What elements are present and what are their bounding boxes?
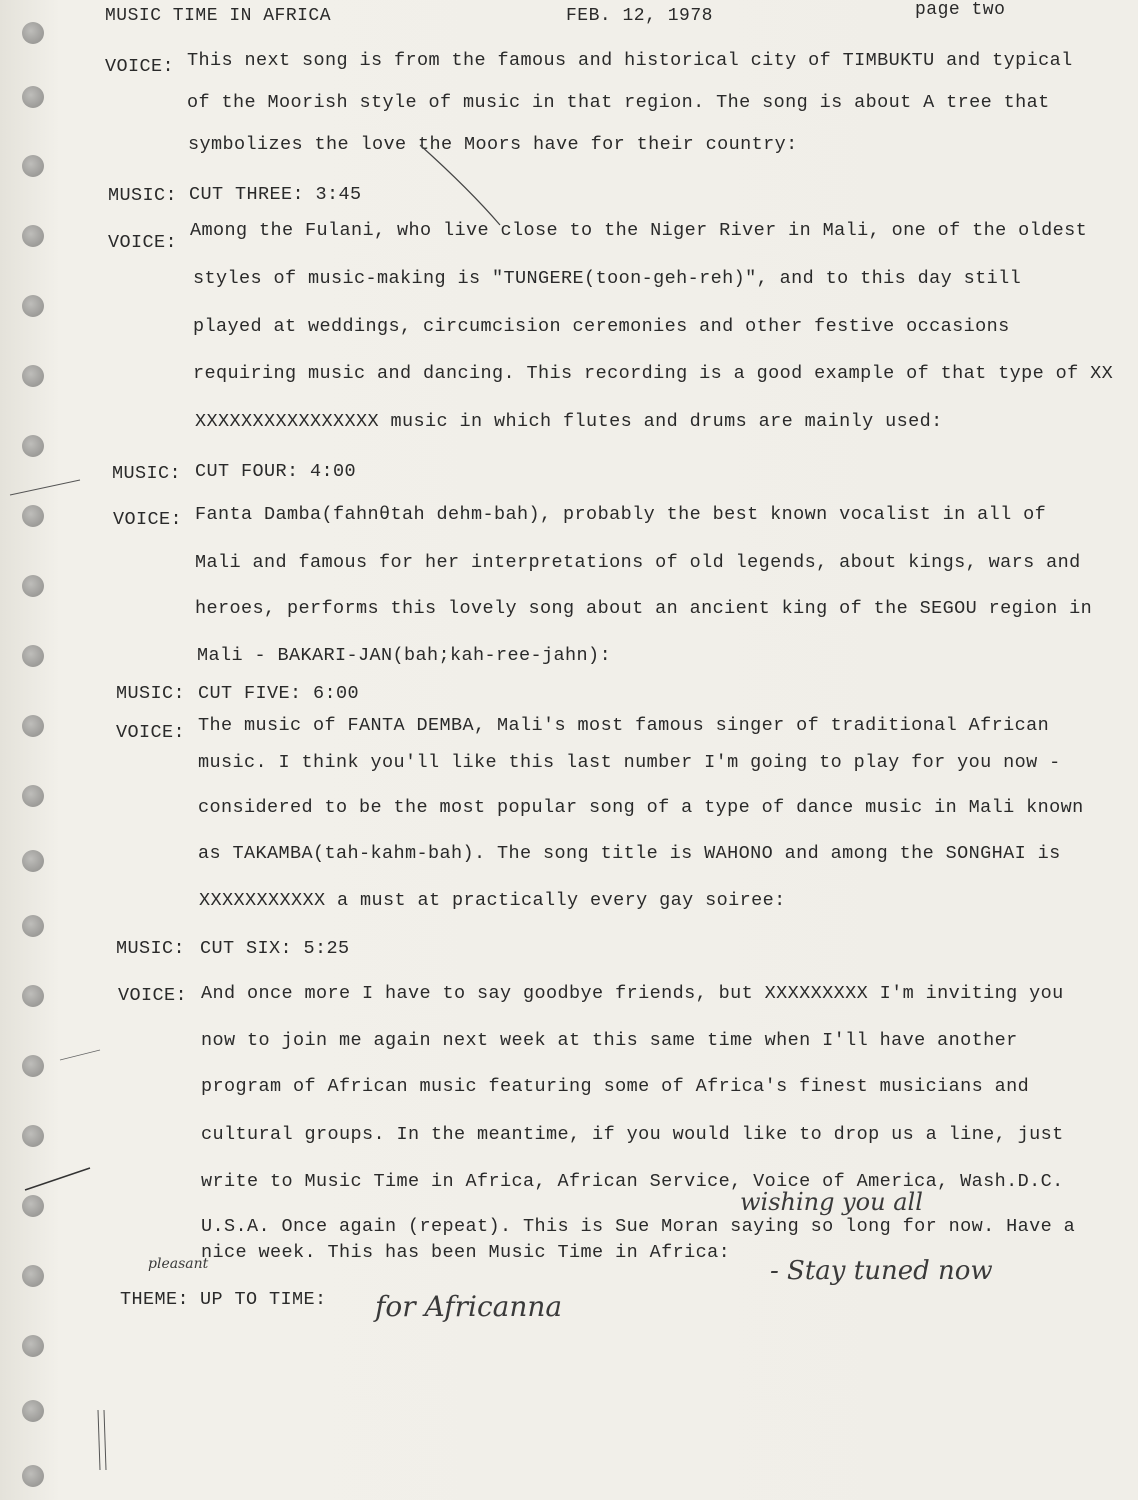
- script-line: now to join me again next week at this same time when I'll have another: [201, 1030, 1018, 1051]
- page-number: page two: [915, 0, 1006, 20]
- script-line: The music of FANTA DEMBA, Mali's most famous singer of traditional African: [198, 715, 1050, 736]
- cue-label: VOICE:: [113, 509, 183, 530]
- script-line: considered to be the most popular song of a type of dance music in Mali known: [198, 797, 1084, 818]
- cue-timing: UP TO TIME:: [200, 1289, 327, 1310]
- handwritten-note: for Africanna: [375, 1290, 563, 1323]
- script-line: program of African music featuring some of Africa's finest musicians and: [201, 1076, 1030, 1097]
- script-line: heroes, performs this lovely song about an ancient king of the SEGOU region in: [195, 598, 1093, 619]
- program-title: MUSIC TIME IN AFRICA: [105, 6, 332, 26]
- cue-label: THEME:: [120, 1289, 190, 1310]
- script-line: of the Moorish style of music in that region. The song is about A tree that: [187, 92, 1050, 113]
- cue-label: VOICE:: [116, 722, 186, 743]
- script-line: styles of music-making is "TUNGERE(toon-geh-reh)", and to this day still: [193, 268, 1022, 289]
- script-line: symbolizes the love the Moors have for their country:: [188, 134, 798, 155]
- cue-timing: CUT FIVE: 6:00: [198, 683, 360, 704]
- script-line: This next song is from the famous and historical city of TIMBUKTU and typical: [187, 50, 1073, 71]
- cue-timing: CUT SIX: 5:25: [200, 938, 350, 959]
- script-line: requiring music and dancing. This recording is a good example of that type of XX: [193, 363, 1114, 384]
- script-line: nice week. This has been Music Time in Africa:: [201, 1242, 731, 1263]
- script-line: XXXXXXXXXXX a must at practically every gay soiree:: [199, 890, 786, 911]
- script-line: U.S.A. Once again (repeat). This is Sue Moran saying so long for now. Have a: [201, 1216, 1076, 1237]
- cue-label: VOICE:: [118, 985, 188, 1006]
- cue-label: VOICE:: [108, 232, 178, 253]
- cue-label: MUSIC:: [112, 463, 182, 484]
- script-line: Among the Fulani, who live close to the Niger River in Mali, one of the oldest: [190, 220, 1088, 241]
- cue-label: MUSIC:: [116, 938, 186, 959]
- script-line: music. I think you'll like this last number I'm going to play for you now -: [198, 752, 1061, 773]
- script-line: as TAKAMBA(tah-kahm-bah). The song title is WAHONO and among the SONGHAI is: [198, 843, 1061, 864]
- script-date: FEB. 12, 1978: [566, 6, 713, 26]
- cue-timing: CUT THREE: 3:45: [189, 184, 362, 205]
- script-line: And once more I have to say goodbye friends, but XXXXXXXXX I'm inviting you: [201, 983, 1064, 1004]
- cue-label: VOICE:: [105, 56, 175, 77]
- script-line: cultural groups. In the meantime, if you would like to drop us a line, just: [201, 1124, 1064, 1145]
- script-line: Fanta Damba(fahnθtah dehm-bah), probably the best known vocalist in all of: [195, 504, 1047, 525]
- script-line: Mali and famous for her interpretations of old legends, about kings, wars and: [195, 552, 1081, 573]
- script-line: played at weddings, circumcision ceremonies and other festive occasions: [193, 316, 1010, 337]
- script-line: Mali - BAKARI-JAN(bah;kah-ree-jahn):: [197, 645, 612, 666]
- script-line: write to Music Time in Africa, African Service, Voice of America, Wash.D.C.: [201, 1171, 1064, 1192]
- cue-label: MUSIC:: [116, 683, 186, 704]
- handwritten-note: wishing you all: [740, 1188, 923, 1216]
- script-line: XXXXXXXXXXXXXXXX music in which flutes and drums are mainly used:: [195, 411, 943, 432]
- handwritten-note: pleasant: [148, 1256, 209, 1272]
- cue-label: MUSIC:: [108, 185, 178, 206]
- cue-timing: CUT FOUR: 4:00: [195, 461, 357, 482]
- handwritten-note: - Stay tuned now: [770, 1256, 993, 1286]
